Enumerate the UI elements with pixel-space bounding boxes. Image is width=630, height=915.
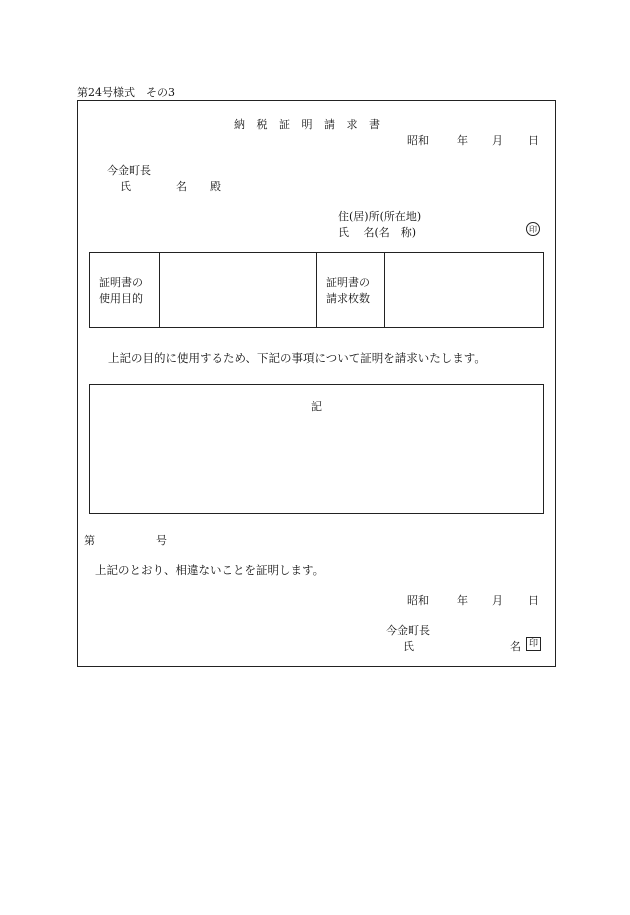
form-title: 納 税 証 明 請 求 書 bbox=[234, 118, 384, 131]
number-gou: 号 bbox=[156, 534, 167, 547]
purpose-label-line2: 使用目的 bbox=[99, 292, 143, 305]
record-heading: 記 bbox=[311, 400, 322, 413]
seal-square-icon: 印 bbox=[526, 637, 541, 651]
issuer-shi: 氏 bbox=[403, 640, 414, 653]
applicant-address-label: 住(居)所(所在地) bbox=[338, 210, 422, 223]
count-label-line1: 証明書の bbox=[326, 276, 370, 289]
number-dai: 第 bbox=[84, 534, 95, 547]
seal-circle-icon: 印 bbox=[526, 222, 540, 236]
date-day: 日 bbox=[528, 134, 539, 147]
applicant-name-label: 氏 名(名 称) bbox=[338, 226, 417, 239]
issue-date-era: 昭和 bbox=[407, 594, 429, 607]
issue-date-year: 年 bbox=[457, 594, 468, 607]
count-label-line2: 請求枚数 bbox=[326, 292, 370, 305]
addressee-mei: 名 bbox=[176, 180, 187, 193]
issue-date-day: 日 bbox=[528, 594, 539, 607]
form-number: 第24号様式 その3 bbox=[77, 86, 175, 99]
certify-sentence: 上記のとおり、相違ないことを証明します。 bbox=[95, 563, 325, 577]
issue-date-month: 月 bbox=[492, 594, 503, 607]
table-divider bbox=[159, 252, 160, 328]
table-divider bbox=[384, 252, 385, 328]
purpose-label-line1: 証明書の bbox=[99, 276, 143, 289]
date-month: 月 bbox=[492, 134, 503, 147]
issuer-mei: 名 bbox=[510, 640, 521, 653]
table-divider bbox=[316, 252, 317, 328]
issuer-title: 今金町長 bbox=[386, 624, 430, 637]
addressee-shi: 氏 bbox=[120, 180, 131, 193]
addressee-title: 今金町長 bbox=[107, 164, 151, 177]
request-sentence: 上記の目的に使用するため、下記の事項について証明を請求いたします。 bbox=[108, 351, 486, 365]
addressee-honorific: 殿 bbox=[210, 180, 221, 193]
date-era: 昭和 bbox=[407, 134, 429, 147]
date-year: 年 bbox=[457, 134, 468, 147]
